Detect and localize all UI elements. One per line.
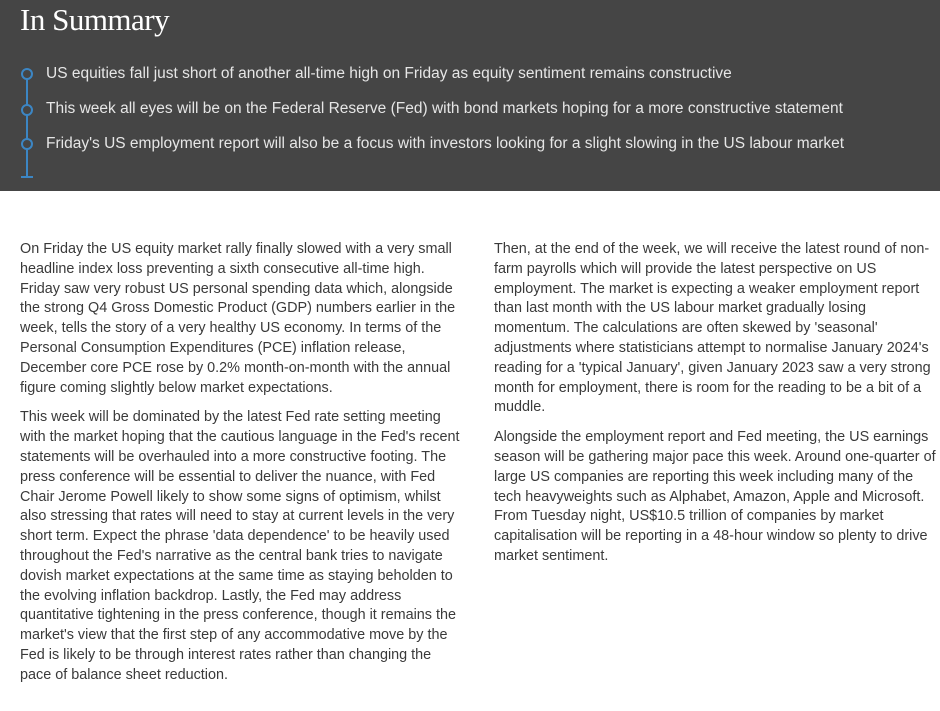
bullet-marker-icon — [21, 104, 33, 116]
summary-header — [0, 0, 940, 191]
page-title: In Summary — [20, 2, 170, 37]
body-paragraph: Alongside the employment report and Fed meeting, the US earnings season will be gathering major pace this week. Around one-quarter of large US companies are reporting this week including many of the tech heavyweights such as Alphabet, Amazon, Apple and Microsoft. From Tuesday night, US$10.5 trillion of companies by market capitalisation will be reporting in a 48-hour window so plenty to drive market sentiment. — [494, 429, 936, 564]
summary-bullet-3: Friday's US employment report will also be a focus with investors looking for a slight slowing in the US labour market — [46, 135, 845, 152]
bullet-marker-icon — [21, 68, 33, 80]
body-paragraph: Then, at the end of the week, we will receive the latest round of non-farm payrolls which will provide the latest perspective on US employment. The market is expecting a weaker employment report than last month with the US labour market gradually losing momentum. The calculations are often skewed by 'seasonal' adjustments where statisticians attempt to normalise January 2024's reading for a 'typical January', given January 2023 saw a very strong month for employment, there is room for the reading to be a bit of a muddle. — [494, 241, 931, 416]
timeline-line — [26, 72, 28, 176]
bullet-marker-icon — [21, 138, 33, 150]
left-column — [20, 240, 465, 696]
summary-bullet-2: This week all eyes will be on the Federal Reserve (Fed) with bond markets hoping for a more constructive statement — [46, 100, 843, 117]
body-paragraph: On Friday the US equity market rally finally slowed with a very small headline index loss preventing a sixth consecutive all-time high. Friday saw very robust US personal spending data which, alongside the strong Q4 Gross Domestic Product (GDP) numbers earlier in the week, tells the story of a very healthy US economy. In terms of the Personal Consumption Expenditures (PCE) inflation release, December core PCE rose by 0.2% month-on-month with the annual figure coming slightly below market expectations. — [20, 241, 456, 396]
summary-bullet-1: US equities fall just short of another all-time high on Friday as equity sentiment remains constructive — [46, 65, 732, 82]
timeline-end-cap — [21, 176, 33, 178]
body-paragraph: This week will be dominated by the latest Fed rate setting meeting with the market hoping that the cautious language in the Fed's recent statements will be overhauled into a more constructive footing. The press conference will be essential to deliver the nuance, with Fed Chair Jerome Powell likely to show some signs of optimism, whilst also stressing that rates will need to stay at current levels in the very short term. Expect the phrase 'data dependence' to be heavily used throughout the Fed's narrative as the central bank tries to navigate dovish market expectations at the same time as staying beholden to the evolving inflation backdrop. Lastly, the Fed may address quantitative tightening in the press conference, though it remains the market's view that the first step of any accommodative move by the Fed is likely to be through interest rates rather than changing the pace of balance sheet reduction. — [20, 409, 460, 683]
right-column — [494, 240, 936, 577]
